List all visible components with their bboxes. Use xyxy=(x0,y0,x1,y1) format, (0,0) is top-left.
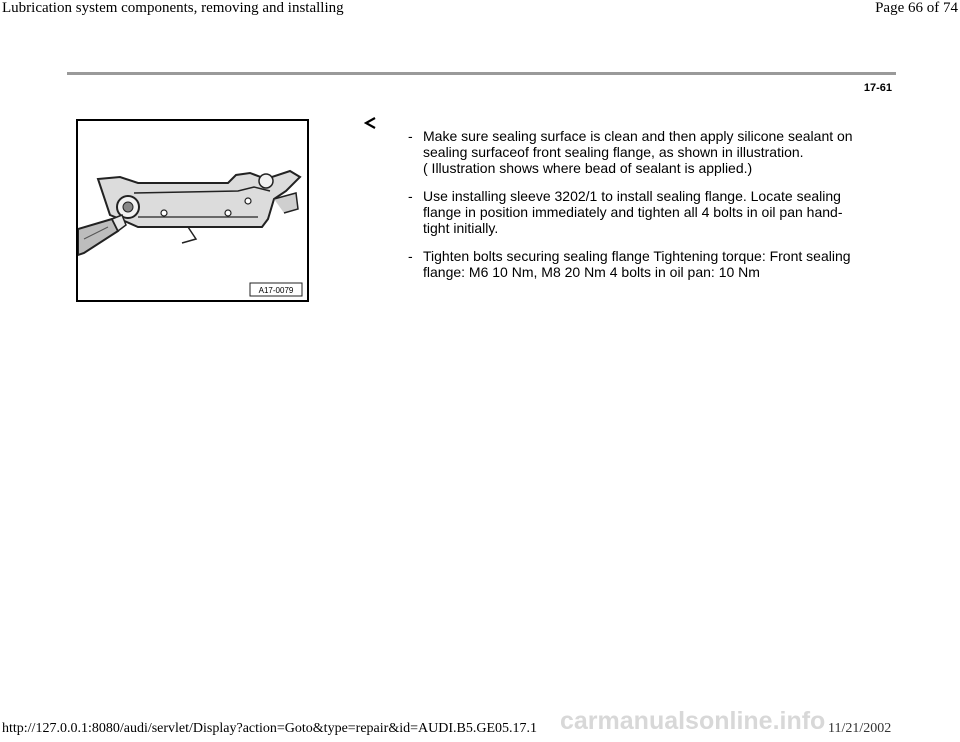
header-title: Lubrication system components, removing and installing xyxy=(2,0,344,16)
step-bullet: - xyxy=(408,188,413,204)
instruction-list xyxy=(408,128,883,292)
sealing-flange-drawing xyxy=(78,121,307,300)
step-text: Use installing sleeve 3202/1 to install sealing flange. Locate sealing flange in position immediately and tighten all 4 bolts in oil pan hand- tight initially. xyxy=(423,188,843,236)
illustration xyxy=(76,119,309,302)
step-text: Tighten bolts securing sealing flange Tightening torque: Front sealing flange: M6 10 Nm, M8 20 Nm 4 bolts in oil pan: 10 Nm xyxy=(423,248,851,280)
instruction-step xyxy=(408,248,883,280)
instruction-step xyxy=(408,188,883,236)
page-number: 17-61 xyxy=(863,82,892,94)
header-divider xyxy=(67,72,896,75)
watermark: carmanualsonline.info xyxy=(560,707,826,735)
step-bullet: - xyxy=(408,128,413,144)
page-indicator: Page 66 of 74 xyxy=(875,0,958,16)
footer-url[interactable]: http://127.0.0.1:8080/audi/servlet/Display?action=Goto&type=repair&id=AUDI.B5.GE05.17.1 xyxy=(2,721,537,736)
figure-label: A17-0079 xyxy=(258,286,294,295)
step-bullet: - xyxy=(408,248,413,264)
instruction-step xyxy=(408,128,883,176)
arrow-left-icon xyxy=(364,116,376,130)
footer-date: 11/21/2002 xyxy=(828,721,892,736)
step-text: Make sure sealing surface is clean and then apply silicone sealant on sealing surfaceof front sealing flange, as shown in illustration. ( Illustration shows where bead of sealant is applied.) xyxy=(423,128,853,176)
